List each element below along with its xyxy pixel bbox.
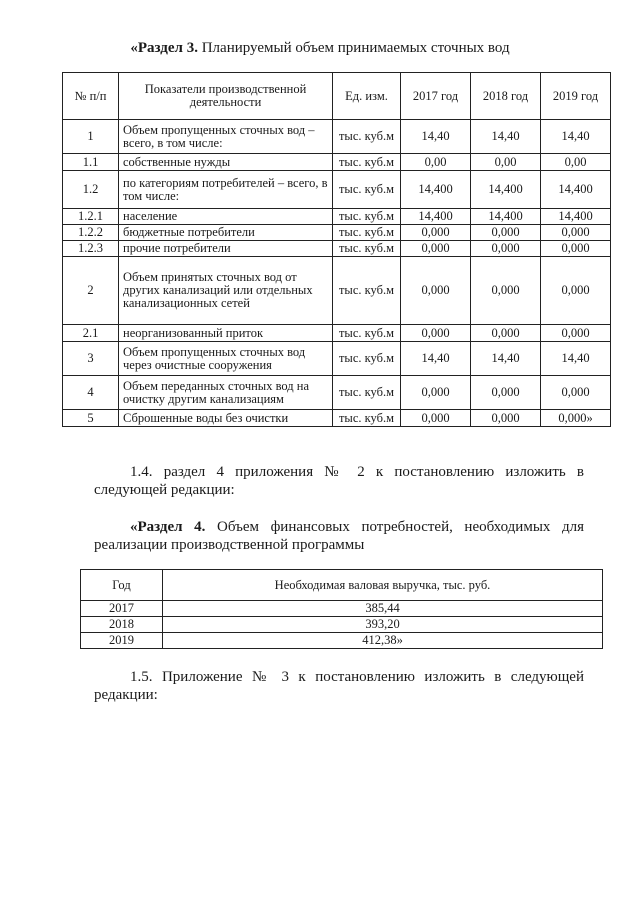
section3-title-bold: «Раздел 3. (130, 40, 198, 56)
row-revenue: 412,38» (163, 633, 603, 649)
table-row (63, 209, 611, 225)
row-2017: 14,40 (401, 120, 471, 154)
row-num: 2.1 (63, 325, 119, 342)
row-num: 2 (63, 257, 119, 325)
row-unit: тыс. куб.м (333, 225, 401, 241)
row-num: 5 (63, 410, 119, 427)
row-2017: 0,000 (401, 225, 471, 241)
col-header-2018: 2018 год (471, 73, 541, 120)
row-num: 3 (63, 342, 119, 376)
row-2017: 14,40 (401, 342, 471, 376)
row-unit: тыс. куб.м (333, 209, 401, 225)
row-unit: тыс. куб.м (333, 410, 401, 427)
col-header-revenue: Необходимая валовая выручка, тыс. руб. (163, 570, 603, 601)
section4-title (94, 518, 584, 554)
col-header-2017: 2017 год (401, 73, 471, 120)
row-num: 1.2.3 (63, 241, 119, 257)
col-header-num: № п/п (63, 73, 119, 120)
row-2017: 0,000 (401, 257, 471, 325)
col-header-indicator: Показатели производственной деятельности (119, 73, 333, 120)
row-name: население (119, 209, 333, 225)
row-2017: 14,400 (401, 209, 471, 225)
wastewater-volume-table (62, 72, 611, 427)
col-header-2019: 2019 год (541, 73, 611, 120)
row-2018: 0,000 (471, 225, 541, 241)
row-name: Объем пропущенных сточных вод – всего, в том числе: (119, 120, 333, 154)
row-unit: тыс. куб.м (333, 376, 401, 410)
row-num: 1.2 (63, 171, 119, 209)
row-2018: 0,000 (471, 410, 541, 427)
col-header-year: Год (81, 570, 163, 601)
row-2018: 14,40 (471, 342, 541, 376)
section4-title-rest: Объем финансовых потребностей, необходимых для реализации производственной программы (94, 519, 584, 553)
table-row (63, 410, 611, 427)
row-2017: 0,00 (401, 154, 471, 171)
row-unit: тыс. куб.м (333, 325, 401, 342)
table-row (63, 257, 611, 325)
row-unit: тыс. куб.м (333, 257, 401, 325)
row-name: собственные нужды (119, 154, 333, 171)
row-name: Объем пропущенных сточных вод через очистные сооружения (119, 342, 333, 376)
table-row (63, 342, 611, 376)
row-2018: 0,00 (471, 154, 541, 171)
row-2019: 0,000» (541, 410, 611, 427)
table-header-row (63, 73, 611, 120)
row-2018: 14,40 (471, 120, 541, 154)
table-row (63, 376, 611, 410)
row-name: Объем принятых сточных вод от других канализаций или отдельных канализационных сетей (119, 257, 333, 325)
row-num: 1.2.1 (63, 209, 119, 225)
row-2017: 0,000 (401, 410, 471, 427)
row-unit: тыс. куб.м (333, 154, 401, 171)
row-name: прочие потребители (119, 241, 333, 257)
row-revenue: 393,20 (163, 617, 603, 633)
paragraph-1-4: 1.4. раздел 4 приложения № 2 к постановлению изложить в следующей редакции: (94, 464, 584, 498)
section4-title-bold: «Раздел 4. (130, 519, 206, 535)
row-2017: 0,000 (401, 376, 471, 410)
section3-title (0, 40, 640, 57)
table-row (63, 154, 611, 171)
row-2019: 14,40 (541, 120, 611, 154)
table-row (63, 171, 611, 209)
row-2019: 14,400 (541, 171, 611, 209)
table-row (81, 617, 603, 633)
row-unit: тыс. куб.м (333, 342, 401, 376)
row-name: бюджетные потребители (119, 225, 333, 241)
row-name: неорганизованный приток (119, 325, 333, 342)
financial-needs-table (80, 569, 603, 649)
row-2019: 0,000 (541, 225, 611, 241)
row-name: по категориям потребителей – всего, в том числе: (119, 171, 333, 209)
row-2018: 14,400 (471, 209, 541, 225)
row-2017: 0,000 (401, 241, 471, 257)
table-header-row (81, 570, 603, 601)
row-2019: 0,000 (541, 241, 611, 257)
table-row (63, 241, 611, 257)
row-2018: 0,000 (471, 241, 541, 257)
row-2018: 14,400 (471, 171, 541, 209)
row-revenue: 385,44 (163, 601, 603, 617)
row-num: 1.2.2 (63, 225, 119, 241)
table-row (81, 633, 603, 649)
row-unit: тыс. куб.м (333, 120, 401, 154)
paragraph-1-5: 1.5. Приложение № 3 к постановлению изложить в следующей редакции: (94, 669, 584, 703)
row-2019: 0,00 (541, 154, 611, 171)
row-year: 2019 (81, 633, 163, 649)
section3-title-rest: Планируемый объем принимаемых сточных вод (197, 40, 510, 56)
row-unit: тыс. куб.м (333, 171, 401, 209)
row-2018: 0,000 (471, 376, 541, 410)
table-row (63, 120, 611, 154)
table-row (63, 325, 611, 342)
row-unit: тыс. куб.м (333, 241, 401, 257)
row-2019: 0,000 (541, 325, 611, 342)
col-header-unit: Ед. изм. (333, 73, 401, 120)
row-2017: 14,400 (401, 171, 471, 209)
row-name: Сброшенные воды без очистки (119, 410, 333, 427)
row-name: Объем переданных сточных вод на очистку другим канализациям (119, 376, 333, 410)
row-2018: 0,000 (471, 325, 541, 342)
row-year: 2017 (81, 601, 163, 617)
row-2019: 14,40 (541, 342, 611, 376)
row-num: 4 (63, 376, 119, 410)
row-num: 1.1 (63, 154, 119, 171)
row-year: 2018 (81, 617, 163, 633)
row-2018: 0,000 (471, 257, 541, 325)
row-2019: 14,400 (541, 209, 611, 225)
row-2019: 0,000 (541, 376, 611, 410)
table-row (63, 225, 611, 241)
row-2019: 0,000 (541, 257, 611, 325)
table-row (81, 601, 603, 617)
row-num: 1 (63, 120, 119, 154)
row-2017: 0,000 (401, 325, 471, 342)
